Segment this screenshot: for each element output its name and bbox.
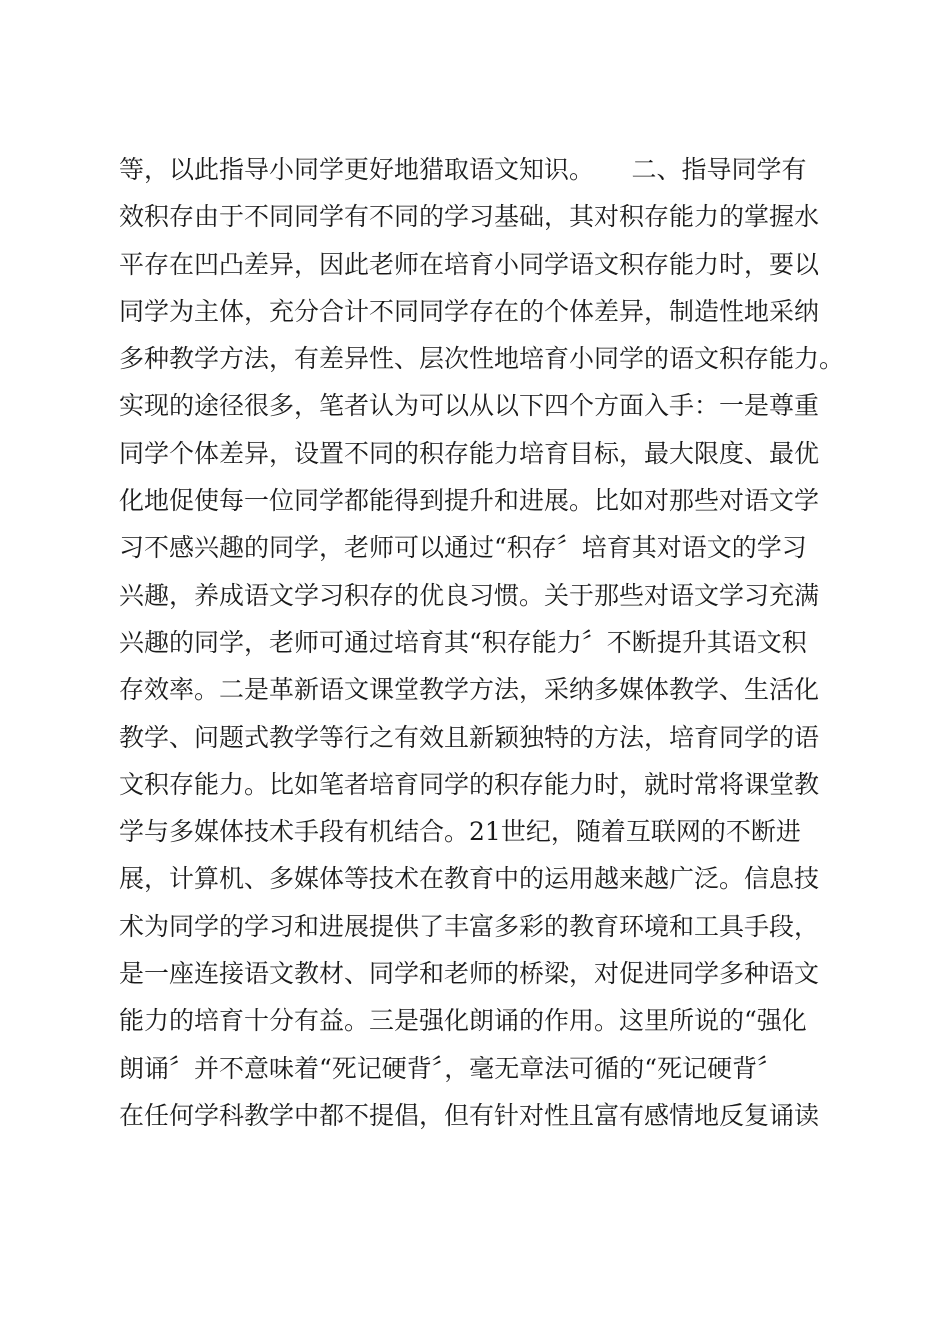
text-line: 化地促使每一位同学都能得到提升和进展。比如对那些对语文学 xyxy=(119,486,820,516)
text-line: 文积存能力。比如笔者培育同学的积存能力时，就时常将课堂教 xyxy=(119,769,820,799)
text-line: 实现的途径很多，笔者认为可以从以下四个方面入手：一是尊重 xyxy=(119,391,820,421)
text-line: 兴趣，养成语文学习积存的优良习惯。关于那些对语文学习充满 xyxy=(119,580,820,610)
text-line: 同学个体差异，设置不同的积存能力培育目标，最大限度、最优 xyxy=(119,438,820,468)
text-line: 是一座连接语文教材、同学和老师的桥梁，对促进同学多种语文 xyxy=(119,959,820,989)
text-line: 等，以此指导小同学更好地猎取语文知识。 二、指导同学有 xyxy=(119,155,807,184)
text-line: 能力的培育十分有益。三是强化朗诵的作用。这里所说的“强化 xyxy=(119,1006,807,1036)
text-line: 朗诵〞并不意味着“死记硬背〞，毫无章法可循的“死记硬背〞 xyxy=(119,1053,783,1083)
text-line: 习不感兴趣的同学，老师可以通过“积存〞培育其对语文的学习 xyxy=(119,533,807,563)
body-text xyxy=(119,146,845,1139)
text-line: 在任何学科教学中都不提倡，但有针对性且富有感情地反复诵读 xyxy=(119,1100,820,1130)
text-line: 术为同学的学习和进展提供了丰富多彩的教育环境和工具手段， xyxy=(119,911,820,941)
text-line: 多种教学方法，有差异性、层次性地培育小同学的语文积存能力。 xyxy=(119,344,845,374)
text-line: 存效率。二是革新语文课堂教学方法，采纳多媒体教学、生活化 xyxy=(119,675,820,705)
text-line: 平存在凹凸差异，因此老师在培育小同学语文积存能力时，要以 xyxy=(119,249,820,279)
text-line: 学与多媒体技术手段有机结合。21世纪，随着互联网的不断进 xyxy=(119,817,801,847)
text-line: 兴趣的同学，老师可通过培育其“积存能力〞不断提升其语文积 xyxy=(119,627,807,657)
text-line: 教学、问题式教学等行之有效且新颖独特的方法，培育同学的语 xyxy=(119,722,820,752)
text-line: 同学为主体，充分合计不同同学存在的个体差异，制造性地采纳 xyxy=(119,296,820,326)
text-line: 展，计算机、多媒体等技术在教育中的运用越来越广泛。信息技 xyxy=(119,864,820,894)
text-line: 效积存由于不同同学有不同的学习基础，其对积存能力的掌握水 xyxy=(119,202,820,232)
